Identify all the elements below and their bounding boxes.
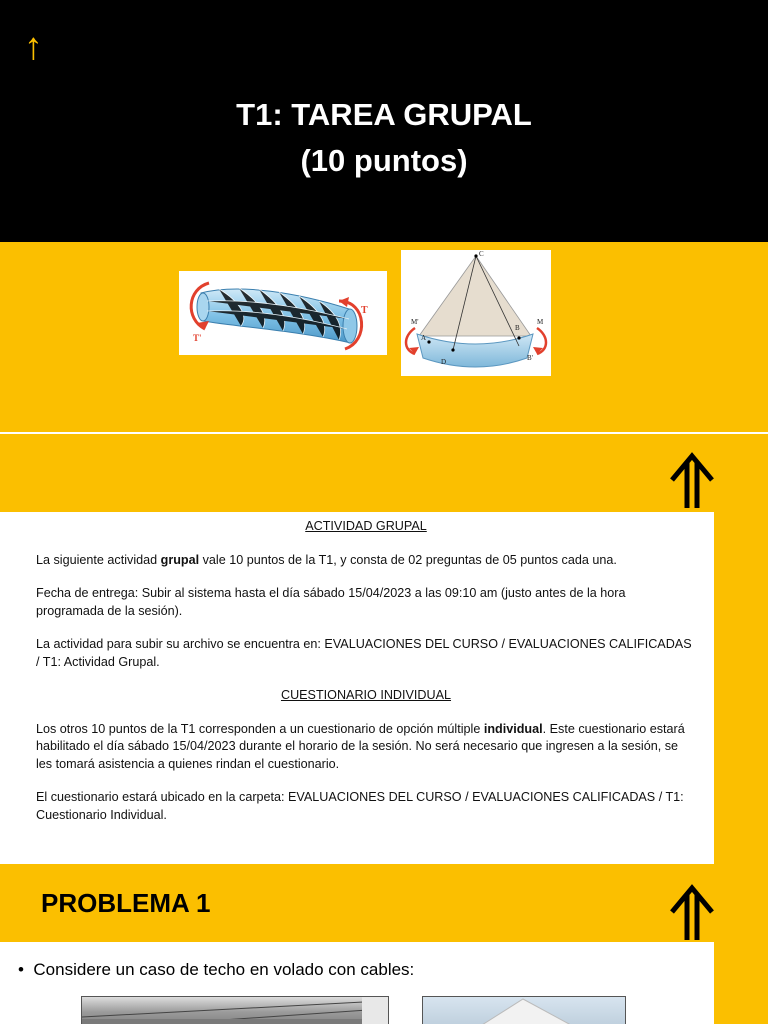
bullet-item	[18, 960, 414, 980]
title-line-1: T1: TAREA GRUPAL	[236, 97, 532, 132]
label-t-prime: T'	[193, 333, 202, 343]
cantilever-roof-photo	[81, 996, 389, 1024]
paragraph-ubicacion-actividad: La actividad para subir su archivo se encuentra en: EVALUACIONES DEL CURSO / EVALUACIONES CALIFICADAS / T1: Actividad Grupal.	[36, 637, 692, 669]
torsion-figure	[179, 271, 387, 355]
p4-bold: individual	[483, 721, 543, 736]
bullet-text: Considere un caso de techo en volado con cables:	[33, 960, 415, 979]
heading-cuestionario-individual: CUESTIONARIO INDIVIDUAL	[280, 688, 452, 702]
p4-text-after: . Este cuestionario estará habilitado el día sábado 15/04/2023 durante el horario de la sesión. No será necesario que ingresen a la sesión, se les tomará asistencia a quienes rindan el cuestionario.	[36, 721, 685, 771]
heading-actividad-grupal: ACTIVIDAD GRUPAL	[305, 519, 427, 533]
paragraph-cuestionario	[36, 721, 696, 774]
instructions-text	[36, 518, 696, 840]
double-up-arrow-icon[interactable]	[668, 884, 716, 947]
bending-figure	[401, 250, 551, 376]
label-m-prime: M'	[411, 318, 419, 326]
up-arrow-icon[interactable]: ↑	[24, 26, 43, 68]
title-banner	[0, 0, 768, 242]
slide-title	[0, 0, 768, 432]
building-photo	[422, 996, 626, 1024]
label-a: A	[421, 334, 427, 342]
problem-title: PROBLEMA 1	[41, 888, 211, 918]
paragraph-ubicacion-cuestionario: El cuestionario estará ubicado en la carpeta: EVALUACIONES DEL CURSO / EVALUACIONES CALIFICADAS / T1: Cuestionario Individual.	[36, 790, 684, 822]
label-t: T	[361, 305, 368, 316]
title-line-2: (10 puntos)	[300, 143, 468, 178]
label-b: B	[515, 324, 520, 332]
bullet-icon: •	[18, 960, 24, 979]
label-m: M	[537, 318, 544, 326]
p1-text-after: vale 10 puntos de la T1, y consta de 02 preguntas de 05 puntos cada una.	[199, 552, 617, 567]
p4-text: Los otros 10 puntos de la T1 corresponden a un cuestionario de opción múltiple	[36, 721, 484, 736]
p1-bold: grupal	[160, 552, 200, 567]
label-b-prime: B'	[527, 354, 533, 362]
p1-text: La siguiente actividad	[36, 552, 161, 567]
double-up-arrow-icon[interactable]	[668, 452, 716, 515]
page-title	[0, 92, 768, 184]
label-c: C	[479, 250, 484, 258]
paragraph-fecha-entrega: Fecha de entrega: Subir al sistema hasta el día sábado 15/04/2023 a las 09:10 am (justo antes de la hora programada de la sesión).	[36, 586, 626, 618]
paragraph-grupal	[36, 552, 696, 570]
label-d: D	[441, 358, 447, 366]
